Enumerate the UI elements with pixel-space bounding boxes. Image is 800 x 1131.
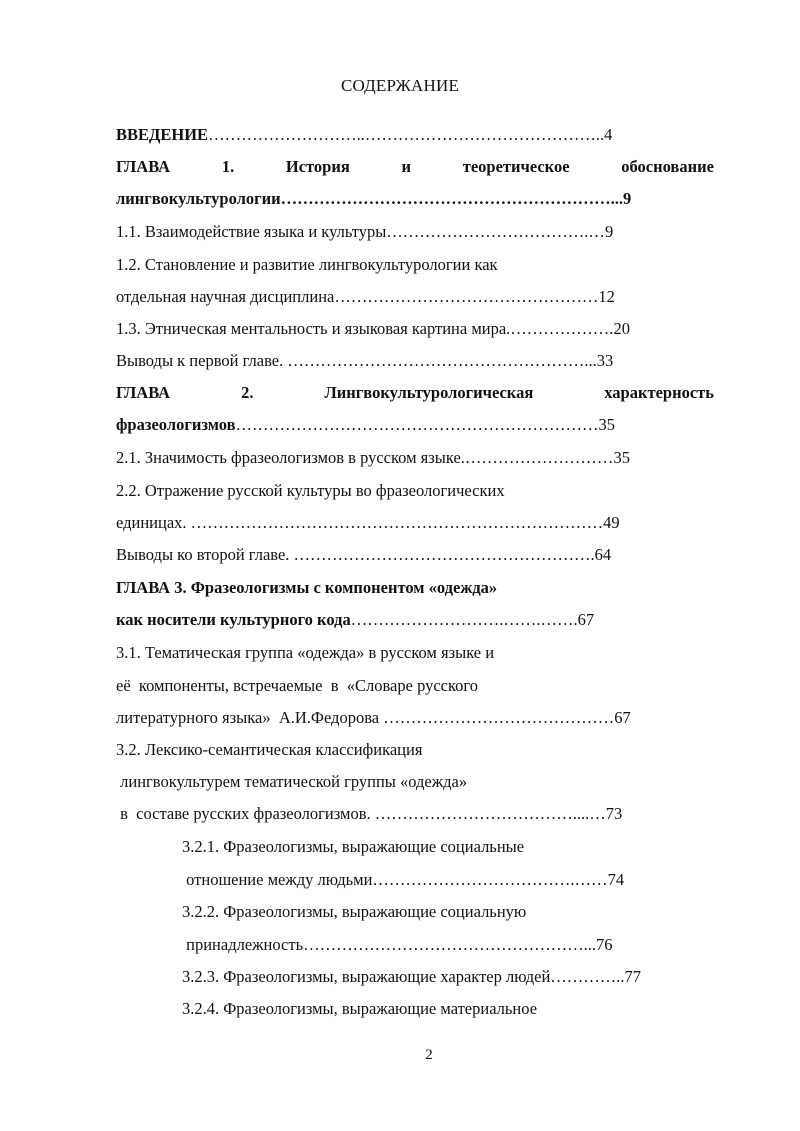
page-number: 2 <box>425 1047 433 1063</box>
toc-label: как носители культурного кода <box>116 610 351 629</box>
toc-entry-1-1 <box>116 221 613 243</box>
toc-entry-2-1 <box>116 447 630 469</box>
toc-entry-3-2-1-line1: 3.2.1. Фразеологизмы, выражающие социальные <box>182 837 525 856</box>
toc-leader: ……………………………………………………... <box>280 189 624 208</box>
toc-entry-3-2-4-line1: 3.2.4. Фразеологизмы, выражающие материальное <box>182 999 538 1018</box>
toc-entry-3-1-line3 <box>116 707 631 729</box>
toc-word: обоснование <box>621 157 714 176</box>
toc-entry-3-2-3 <box>182 966 641 988</box>
toc-page: 12 <box>598 287 615 306</box>
toc-entry-3-2-line2: лингвокультурем тематической группы «одежда» <box>116 772 468 791</box>
toc-page: 49 <box>603 513 620 532</box>
toc-entry-3-2-line3 <box>116 803 622 825</box>
toc-text: 2.1. Значимость фразеологизмов в русском языке.……………………… <box>116 448 614 467</box>
toc-page: 9 <box>623 189 632 208</box>
toc-page: 64 <box>594 545 612 564</box>
toc-text: отношение между людьми……………………………….…… <box>182 870 608 889</box>
toc-word: Лингвокультурологическая <box>324 383 534 402</box>
toc-text: отдельная научная дисциплина………………………………………… <box>116 287 599 306</box>
toc-chapter-3-heading: ГЛАВА 3. Фразеологизмы с компонентом «одежда» <box>116 578 498 597</box>
toc-label: ВВЕДЕНИЕ <box>116 125 209 144</box>
toc-entry-3-2-2-line1: 3.2.2. Фразеологизмы, выражающие социальную <box>182 902 527 921</box>
toc-entry-intro <box>116 124 612 146</box>
toc-word: характерность <box>604 383 714 402</box>
toc-label: фразеологизмов <box>116 415 236 434</box>
toc-leader: ………………………..…………………………………….. <box>208 125 605 144</box>
toc-text: Выводы ко второй главе. ………………………………………………. <box>116 545 595 564</box>
toc-chapter-3-title <box>116 609 594 631</box>
toc-leader: ………………………………………………………… <box>235 415 599 434</box>
toc-entry-3-2-1-line2 <box>182 869 624 891</box>
toc-page: 33 <box>596 351 614 370</box>
toc-entry-1-2-line2 <box>116 286 615 308</box>
toc-page: 20 <box>613 319 630 338</box>
toc-word: и <box>401 157 412 176</box>
toc-chapter-1-title <box>116 188 631 210</box>
toc-chapter-1-heading <box>116 156 714 178</box>
toc-chapter-2-title <box>116 414 615 436</box>
toc-entry-2-2-line2 <box>116 512 620 534</box>
toc-entry-3-2-line1: 3.2. Лексико-семантическая классификация <box>116 740 423 759</box>
toc-text: литературного языка» А.И.Федорова …………………………………… <box>116 708 615 727</box>
toc-label: лингвокультурологии <box>116 189 281 208</box>
toc-page: 4 <box>604 125 613 144</box>
toc-text: Выводы к первой главе. ………………………………………………... <box>116 351 597 370</box>
toc-page: 9 <box>604 222 614 241</box>
toc-page: 76 <box>595 935 613 954</box>
toc-entry-3-1-line2: её компоненты, встречаемые в «Словаре русского <box>116 676 479 695</box>
toc-text: 1.3. Этническая ментальность и языковая картина мира.………………. <box>116 319 614 338</box>
toc-page: 73 <box>605 804 623 823</box>
toc-entry-conclusion-1 <box>116 350 613 372</box>
toc-text: в составе русских фразеологизмов. ………………………………....… <box>116 804 606 823</box>
toc-entry-2-2-line1: 2.2. Отражение русской культуры во фразеологических <box>116 481 505 500</box>
page-title: СОДЕРЖАНИЕ <box>340 76 460 95</box>
toc-word: История <box>285 157 350 176</box>
toc-page: 74 <box>607 870 625 889</box>
toc-entry-1-3 <box>116 318 630 340</box>
toc-word: ГЛАВА <box>116 157 171 176</box>
toc-page: 67 <box>614 708 631 727</box>
toc-entry-conclusion-2 <box>116 544 611 566</box>
toc-word: 1. <box>221 157 235 176</box>
toc-entry-3-1-line1: 3.1. Тематическая группа «одежда» в русском языке и <box>116 643 495 662</box>
toc-text: 3.2.3. Фразеологизмы, выражающие характер людей………….. <box>182 967 625 986</box>
toc-entry-3-2-2-line2 <box>182 934 612 956</box>
toc-text: 1.1. Взаимодействие языка и культуры……………………………….… <box>116 222 605 241</box>
toc-text: единицах. ………………………………………………………………… <box>116 513 604 532</box>
toc-chapter-2-heading <box>116 382 714 404</box>
toc-word: ГЛАВА <box>116 383 171 402</box>
toc-word: теоретическое <box>462 157 570 176</box>
toc-leader: ……………………….…….……. <box>350 610 578 629</box>
toc-page: 77 <box>624 967 642 986</box>
toc-word: 2. <box>241 383 254 402</box>
toc-page: 67 <box>577 610 595 629</box>
toc-page: 35 <box>613 448 630 467</box>
toc-entry-1-2-line1: 1.2. Становление и развитие лингвокультурологии как <box>116 255 498 274</box>
toc-page: 35 <box>598 415 616 434</box>
toc-text: принадлежность……………………………………………... <box>182 935 596 954</box>
